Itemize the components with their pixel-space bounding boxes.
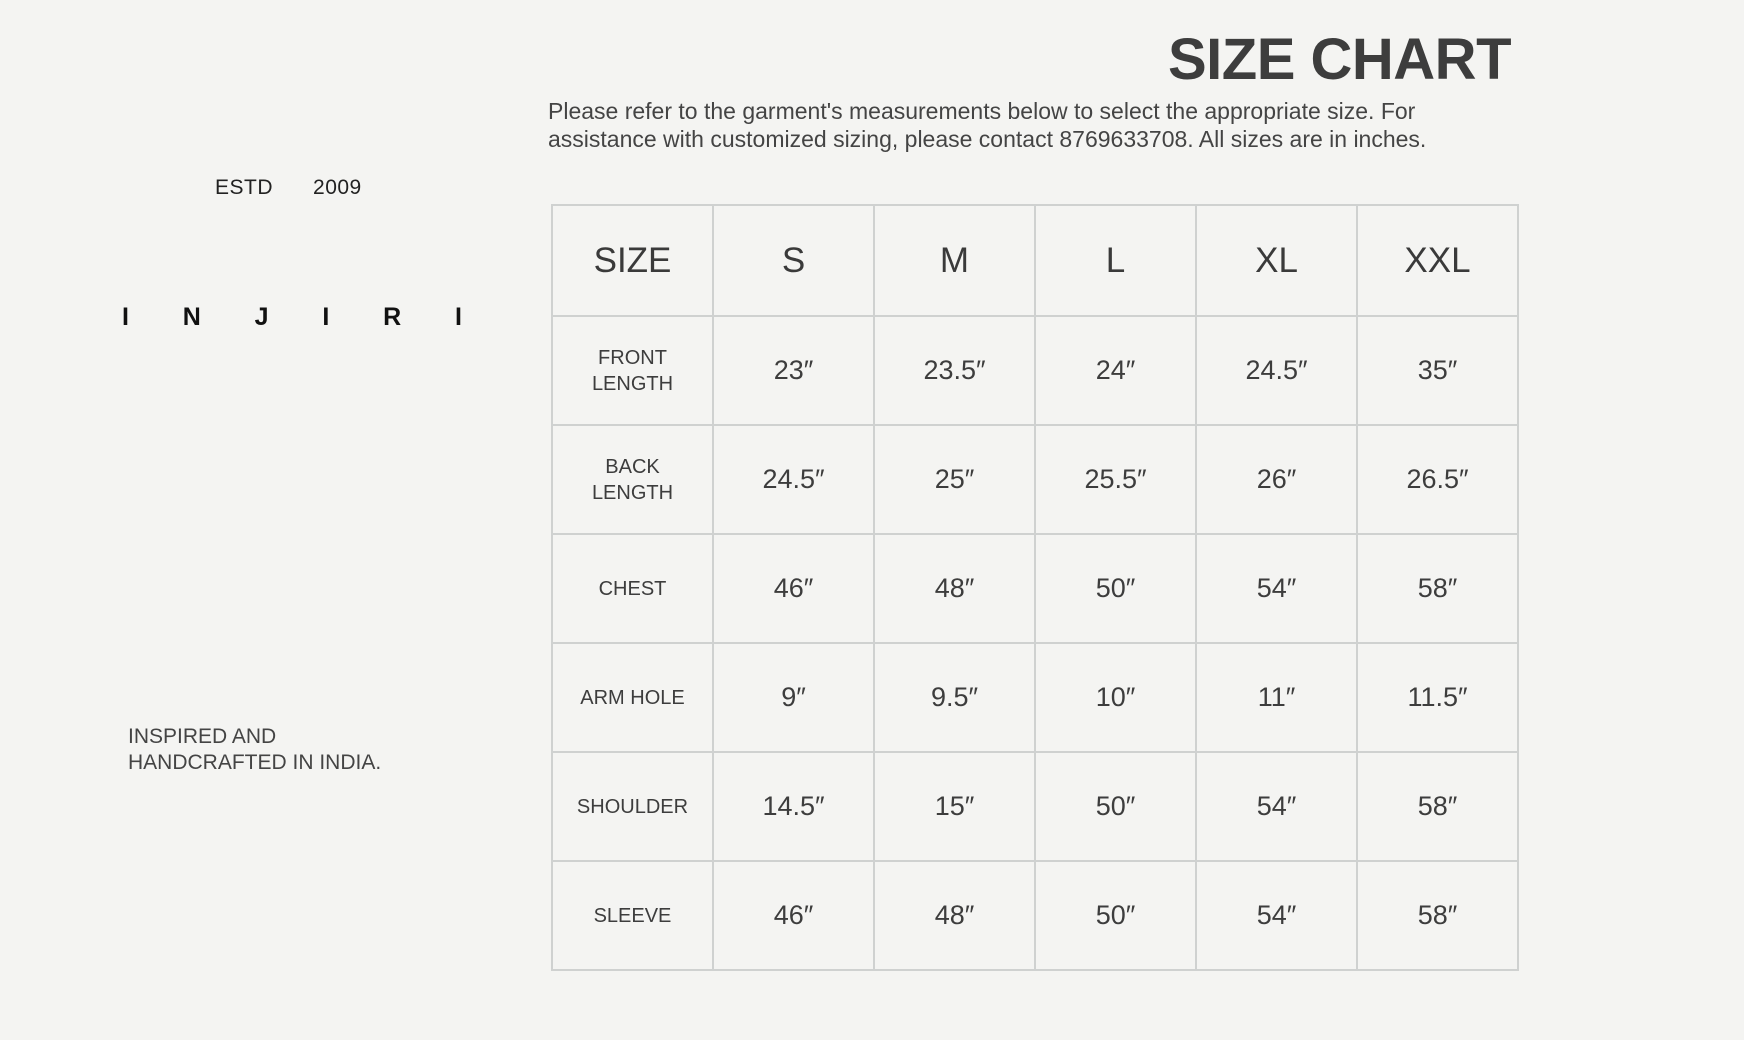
header-cell-xxl: XXL [1357,205,1518,316]
tagline-line-1: INSPIRED AND [128,725,277,748]
row-label-back-length: BACK LENGTH [552,425,713,534]
brand-letter: J [254,303,269,331]
table-cell: 14.5″ [713,752,874,861]
brand-letter: R [383,303,402,331]
table-cell: 23″ [713,316,874,425]
table-cell: 46″ [713,861,874,970]
table-row [552,316,1518,425]
estd-year: 2009 [313,176,362,199]
table-row [552,752,1518,861]
table-cell: 9.5″ [874,643,1035,752]
page-title: SIZE CHART [1168,27,1511,92]
table-cell: 48″ [874,861,1035,970]
row-label-chest: CHEST [552,534,713,643]
table-cell: 58″ [1357,752,1518,861]
table-row [552,643,1518,752]
brand-letter: N [182,303,201,331]
header-cell-m: M [874,205,1035,316]
row-label-arm-hole: ARM HOLE [552,643,713,752]
brand-tagline [128,724,448,776]
brand-letter: I [322,303,330,331]
table-cell: 10″ [1035,643,1196,752]
table-cell: 24″ [1035,316,1196,425]
table-row [552,534,1518,643]
table-cell: 58″ [1357,861,1518,970]
brand-letter: I [122,303,129,331]
table-cell: 15″ [874,752,1035,861]
table-row [552,425,1518,534]
table-cell: 24.5″ [713,425,874,534]
table-cell: 9″ [713,643,874,752]
table-cell: 24.5″ [1196,316,1357,425]
header-cell-xl: XL [1196,205,1357,316]
established-label [215,176,362,200]
table-cell: 26.5″ [1357,425,1518,534]
table-cell: 58″ [1357,534,1518,643]
table-cell: 35″ [1357,316,1518,425]
table-cell: 46″ [713,534,874,643]
table-cell: 23.5″ [874,316,1035,425]
header-cell-s: S [713,205,874,316]
table-cell: 54″ [1196,534,1357,643]
table-row [552,861,1518,970]
tagline-line-2: HANDCRAFTED IN INDIA. [128,751,382,774]
table-cell: 54″ [1196,861,1357,970]
table-cell: 50″ [1035,861,1196,970]
table-cell: 48″ [874,534,1035,643]
row-label-sleeve: SLEEVE [552,861,713,970]
table-cell: 11″ [1196,643,1357,752]
intro-text: Please refer to the garment's measurements below to select the appropriate size. For assistance with customized sizing, please contact 8769633708. All sizes are in inches. [548,98,1427,152]
table-header-row [552,205,1518,316]
table-cell: 50″ [1035,534,1196,643]
brand-letter: I [455,303,462,331]
brand-logo [122,303,462,332]
table-cell: 25.5″ [1035,425,1196,534]
row-label-shoulder: SHOULDER [552,752,713,861]
table-cell: 54″ [1196,752,1357,861]
size-chart-table [551,204,1519,971]
table-cell: 26″ [1196,425,1357,534]
header-cell-size: SIZE [552,205,713,316]
table-cell: 11.5″ [1357,643,1518,752]
row-label-front-length: FRONT LENGTH [552,316,713,425]
table-cell: 50″ [1035,752,1196,861]
estd-text: ESTD [215,176,274,199]
table-cell: 25″ [874,425,1035,534]
header-cell-l: L [1035,205,1196,316]
